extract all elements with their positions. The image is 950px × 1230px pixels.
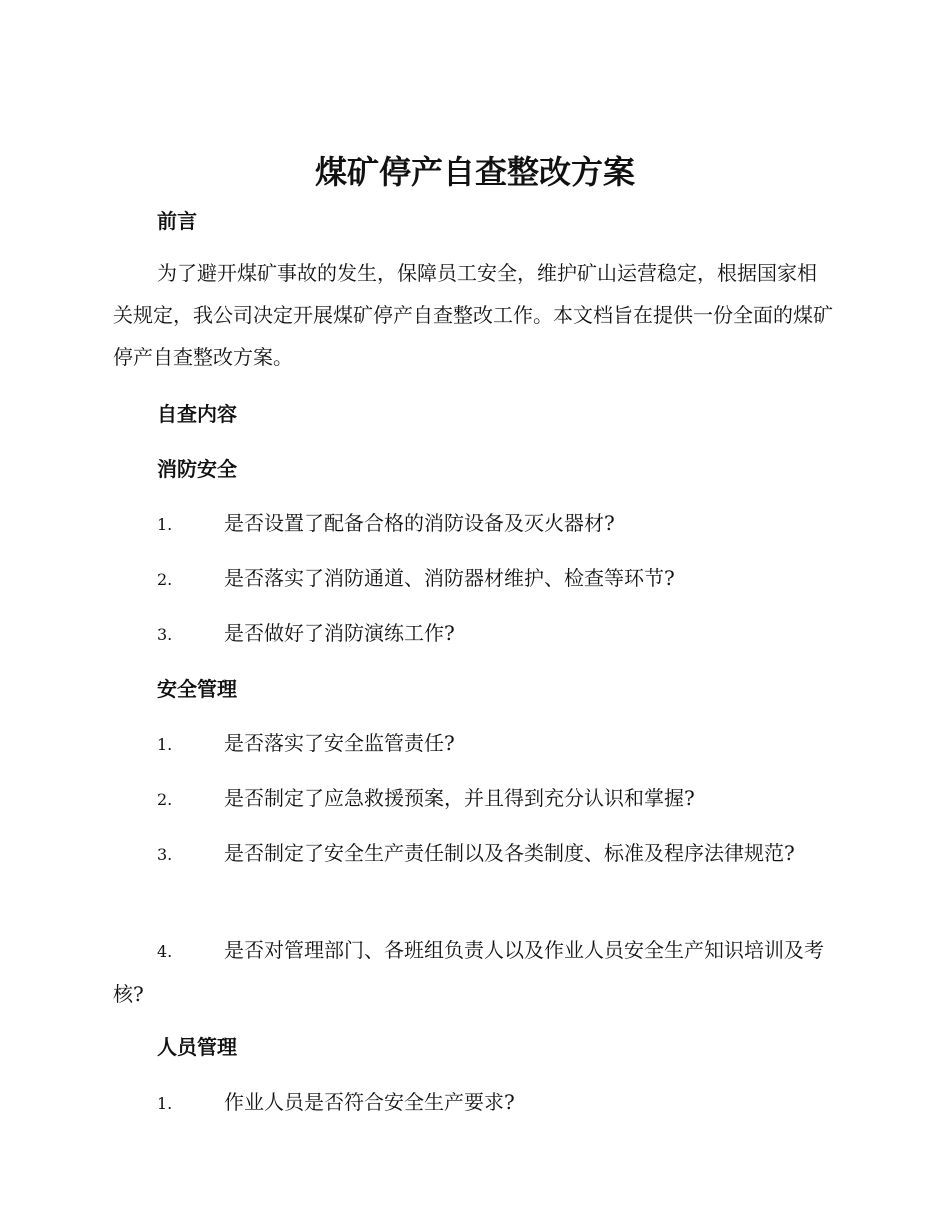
list-item-number: 3. xyxy=(157,845,173,864)
list-item xyxy=(113,557,833,601)
list-item-text: 是否落实了消防通道、消防器材维护、检查等环节? xyxy=(224,566,675,590)
list-item xyxy=(113,832,833,876)
list-item xyxy=(113,777,833,821)
list-item xyxy=(113,929,833,1015)
list-item-text: 作业人员是否符合安全生产要求? xyxy=(224,1090,515,1114)
preface-heading: 前言 xyxy=(157,209,197,233)
document-title: 煤矿停产自查整改方案 xyxy=(314,153,635,191)
section-heading-safety-management: 安全管理 xyxy=(157,677,237,701)
list-item-number: 1. xyxy=(157,1094,173,1113)
list-item-text: 是否设置了配备合格的消防设备及灭火器材? xyxy=(224,511,615,535)
list-item-number: 2. xyxy=(157,570,173,589)
list-item-text: 是否制定了应急救援预案，并且得到充分认识和掌握? xyxy=(224,786,695,810)
preface-paragraph: 为了避开煤矿事故的发生，保障员工安全，维护矿山运营稳定，根据国家相关规定，我公司决定开展煤矿停产自查整改工作。本文档旨在提供一份全面的煤矿停产自查整改方案。 xyxy=(113,261,833,369)
list-item-number: 1. xyxy=(157,735,173,754)
section-heading-fire-safety: 消防安全 xyxy=(157,457,237,481)
list-item-text: 是否落实了安全监管责任? xyxy=(224,731,455,755)
section-heading-personnel-management: 人员管理 xyxy=(157,1035,237,1059)
list-item xyxy=(113,612,833,656)
list-item-number: 1. xyxy=(157,515,173,534)
list-item xyxy=(113,502,833,546)
list-item-number: 3. xyxy=(157,625,173,644)
self-check-heading: 自查内容 xyxy=(157,402,237,426)
list-item-text: 是否做好了消防演练工作? xyxy=(224,621,455,645)
list-item-number: 2. xyxy=(157,790,173,809)
list-item-number: 4. xyxy=(157,942,173,961)
list-item xyxy=(113,1081,833,1125)
list-item-text: 是否对管理部门、各班组负责人以及作业人员安全生产知识培训及考核? xyxy=(113,938,824,1006)
list-item-text: 是否制定了安全生产责任制以及各类制度、标准及程序法律规范? xyxy=(224,841,795,865)
list-item xyxy=(113,722,833,766)
